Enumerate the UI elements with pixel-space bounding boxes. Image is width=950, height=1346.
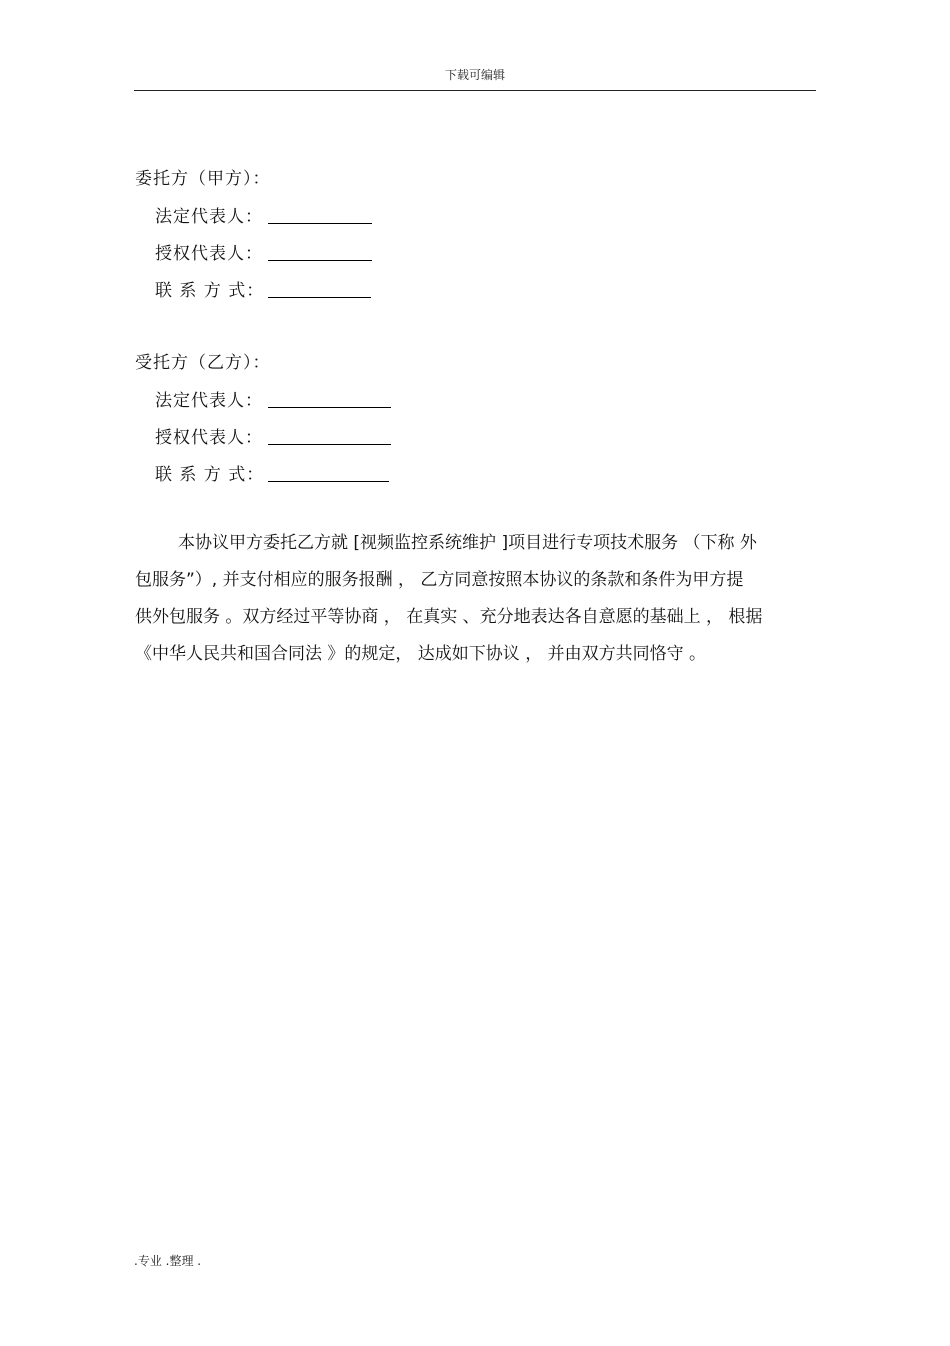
agreement-line: 包服务”）, 并支付相应的服务报酬 ， 乙方同意按照本协议的条款和条件为甲方提 bbox=[135, 570, 744, 590]
party-b-auth-rep-row bbox=[155, 423, 391, 448]
party-a-auth-rep-field[interactable] bbox=[268, 260, 372, 261]
party-a-contact-row bbox=[155, 276, 371, 301]
party-b-legal-rep-row bbox=[155, 386, 391, 411]
party-a-contact-label: 联 系 方 式： bbox=[155, 281, 265, 301]
agreement-paragraph bbox=[135, 525, 815, 673]
party-a-legal-rep-row bbox=[155, 202, 372, 227]
party-a-title: 委托方（甲方）： bbox=[135, 169, 271, 189]
party-a-contact-field[interactable] bbox=[268, 297, 371, 298]
party-a-legal-rep-label: 法定代表人： bbox=[155, 207, 263, 227]
agreement-line: 供外包服务 。双方经过平等协商 ， 在真实 、充分地表达各自意愿的基础上 ， 根据 bbox=[135, 607, 763, 627]
party-b-contact-row bbox=[155, 460, 389, 485]
party-a-auth-rep-label: 授权代表人： bbox=[155, 244, 263, 264]
header-divider bbox=[134, 90, 816, 91]
party-b-legal-rep-field[interactable] bbox=[268, 407, 391, 408]
party-b-contact-field[interactable] bbox=[268, 481, 389, 482]
party-b-auth-rep-label: 授权代表人： bbox=[155, 428, 263, 448]
party-b-title: 受托方（乙方）： bbox=[135, 353, 271, 373]
party-a-legal-rep-field[interactable] bbox=[268, 223, 372, 224]
agreement-line: 《中华人民共和国合同法 》的规定， 达成如下协议 ， 并由双方共同恪守 。 bbox=[135, 644, 707, 664]
page-header: 下载可编辑 bbox=[444, 68, 505, 82]
party-b-legal-rep-label: 法定代表人： bbox=[155, 391, 263, 411]
party-a-auth-rep-row bbox=[155, 239, 372, 264]
page-footer: .专业 .整理 . bbox=[134, 1254, 202, 1268]
party-b-auth-rep-field[interactable] bbox=[268, 444, 391, 445]
party-b-contact-label: 联 系 方 式： bbox=[155, 465, 265, 485]
agreement-line: 本协议甲方委托乙方就 [视频监控系统维护 ]项目进行专项技术服务 （下称 外 bbox=[178, 533, 757, 553]
